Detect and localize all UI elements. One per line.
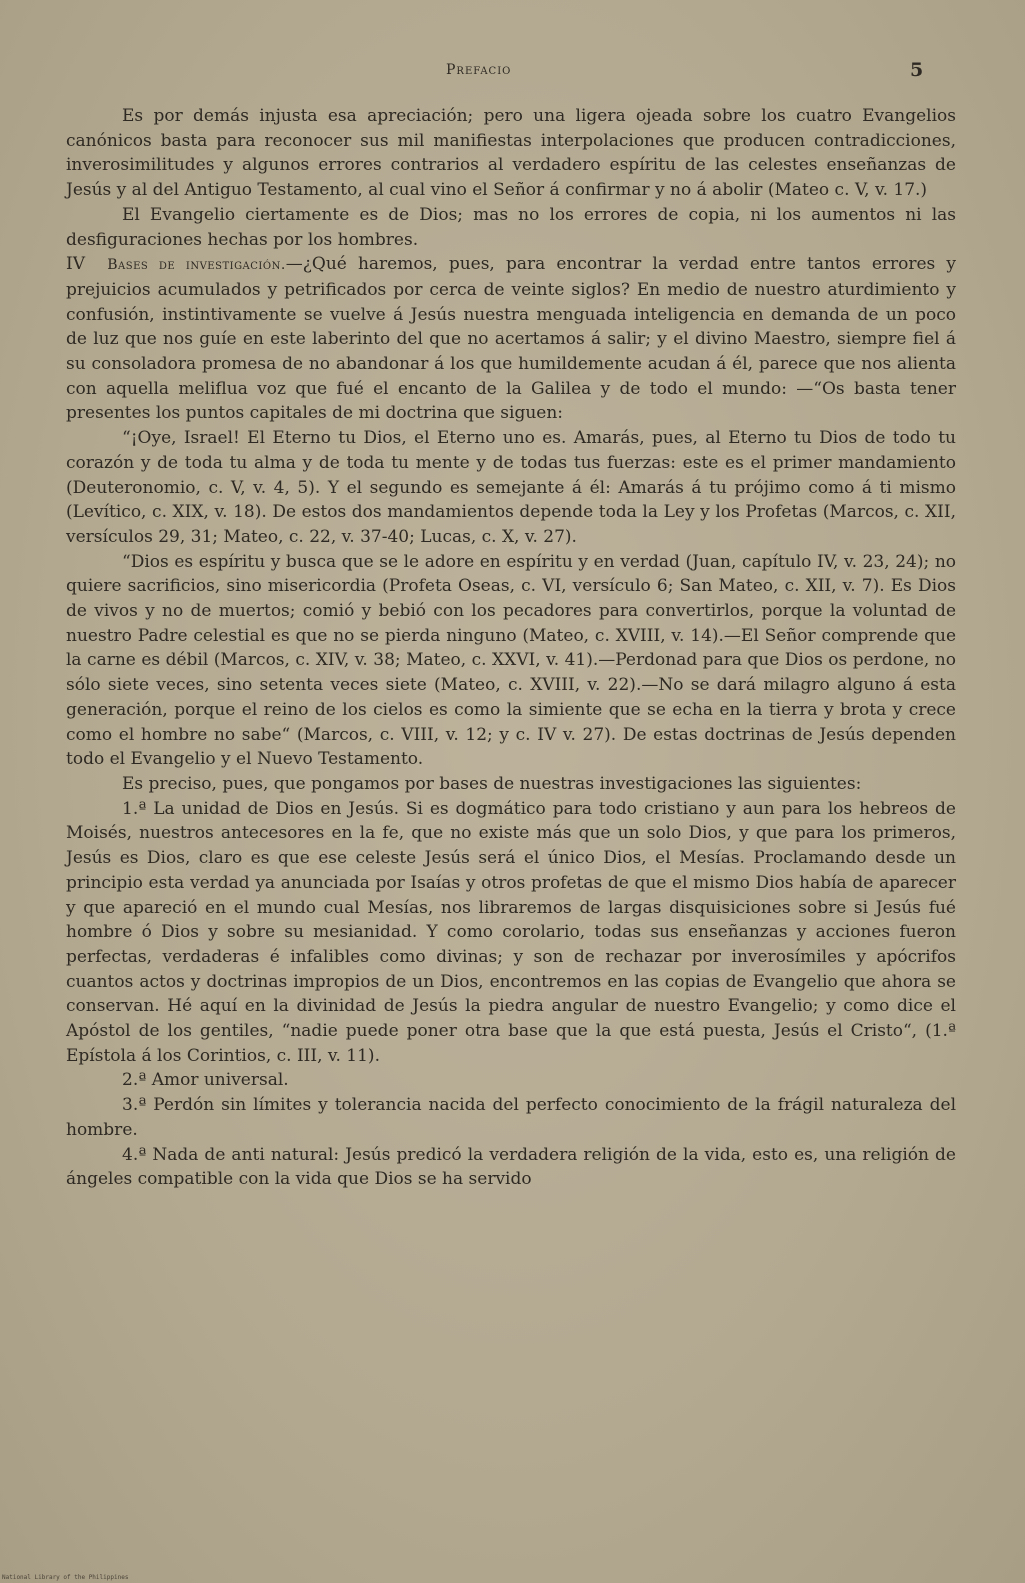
base-item: 4.ª Nada de anti natural: Jesús predicó la verdadera religión de la vida, esto es, una religión de ángeles compatible con la vida que Dios se ha servido [66, 1144, 956, 1190]
library-footer: National Library of the Philippines [2, 1574, 129, 1581]
base-item: 3.ª Perdón sin límites y tolerancia nacida del perfecto conocimiento de la frágil naturaleza del hombre. [66, 1095, 956, 1140]
paragraph: Es preciso, pues, que pongamos por bases de nuestras investigaciones las siguientes: [122, 773, 862, 794]
section-text: —¿Qué haremos, pues, para encontrar la verdad entre tantos errores y prejuicios acumulados y petrificados por cerca de veinte siglos? En medio de nuestro aturdimiento y confusión, instintivamente se vuelve á Jesús nuestra menguada inteligencia en demanda de un poco de luz que nos guíe en este laberinto del que no acertamos á salir; y el divino Maestro, siempre fiel á su consoladora promesa de no abandonar á los que humildemente acudan á él, parece que nos alienta con aquella meliflua voz que fué el encanto de la Galilea y de todo el mundo: —“Os basta tener presentes los puntos capitales de mi doctrina que siguen: [66, 254, 956, 424]
quote-paragraph: “¡Oye, Israel! El Eterno tu Dios, el Eterno uno es. Amarás, pues, al Eterno tu Dios de todo tu corazón y de toda tu alma y de toda tu mente y de todas tus fuerzas: este es el primer mandamiento (Deuteronomio, c. V, v. 4, 5). Y el segundo es semejante á él: Amarás á tu prójimo como á ti mismo (Levítico, c. XIX, v. 18). De estos dos mandamientos depende toda la Ley y los Profetas (Marcos, c. XII, versículos 29, 31; Mateo, c. 22, v. 37-40; Lucas, c. X, v. 27). [66, 428, 956, 547]
base-item: 1.ª La unidad de Dios en Jesús. Si es dogmático para todo cristiano y aun para los hebreos de Moisés, nuestros antecesores en la fe, que no existe más que un solo Dios, y que para los primeros, Jesús es Dios, claro es que ese celeste Jesús será el único Dios, el Mesías. Proclamando desde un principio esta verdad ya anunciada por Isaías y otros profetas de que el mismo Dios había de aparecer y que apareció en el mundo cual Mesías, nos libraremos de largas disquisiciones sobre si Jesús fué hombre ó Dios y sobre su mesianidad. Y como corolario, todas sus enseñanzas y acciones fueron perfectas, verdaderas é infalibles como divinas; y son de rechazar por inverosímiles y apócrifos cuantos actos y doctrinas impropios de un Dios, encontremos en las copias de Evangelio que ahora se conservan. Hé aquí en la divinidad de Jesús la piedra angular de nuestro Evangelio; y como dice el Apóstol de los gentiles, “nadie puede poner otra base que la que está puesta, Jesús el Cristo“, (1.ª Epístola á los Corintios, c. III, v. 11). [66, 798, 956, 1066]
page-number: 5 [910, 59, 924, 81]
paragraph: El Evangelio ciertamente es de Dios; mas no los errores de copia, ni los aumentos ni las desfiguraciones hechas por los hombres. [66, 204, 956, 250]
section-iv [66, 252, 956, 426]
section-heading: Bases de investigación. [107, 257, 286, 274]
paragraph: Es por demás injusta esa apreciación; pero una ligera ojeada sobre los cuatro Evangelios canónicos basta para reconocer sus mil manifiestas interpolaciones que producen contradicciones, inverosimilitudes y algunos errores contrarios al verdadero espíritu de las celestes enseñanzas de Jesús y al del Antiguo Testamento, al cual vino el Señor á confirmar y no á abolir (Mateo c. V, v. 17.) [66, 106, 956, 201]
section-number: IV [66, 254, 85, 275]
body-text [66, 104, 956, 1192]
running-title: Prefacio [446, 62, 512, 78]
base-item: 2.ª Amor universal. [122, 1070, 289, 1091]
quote-paragraph: “Dios es espíritu y busca que se le adore en espíritu y en verdad (Juan, capítulo IV, v. 23, 24); no quiere sacrificios, sino misericordia (Profeta Oseas, c. VI, versículo 6; San Mateo, c. XII, v. 7). Es Dios de vivos y no de muertos; comió y bebió con los pecadores para convertirlos, porque la voluntad de nuestro Padre celestial es que no se pierda ninguno (Mateo, c. XVIII, v. 14).—El Señor comprende que la carne es débil (Marcos, c. XIV, v. 38; Mateo, c. XXVI, v. 41).—Perdonad para que Dios os perdone, no sólo siete veces, sino setenta veces siete (Mateo, c. XVIII, v. 22).—No se dará milagro alguno á esta generación, porque el reino de los cielos es como la simiente que se echa en la tierra y brota y crece como el hombre no sabe“ (Marcos, c. VIII, v. 12; y c. IV v. 27). De estas doctrinas de Jesús dependen todo el Evangelio y el Nuevo Testamento. [66, 551, 956, 770]
